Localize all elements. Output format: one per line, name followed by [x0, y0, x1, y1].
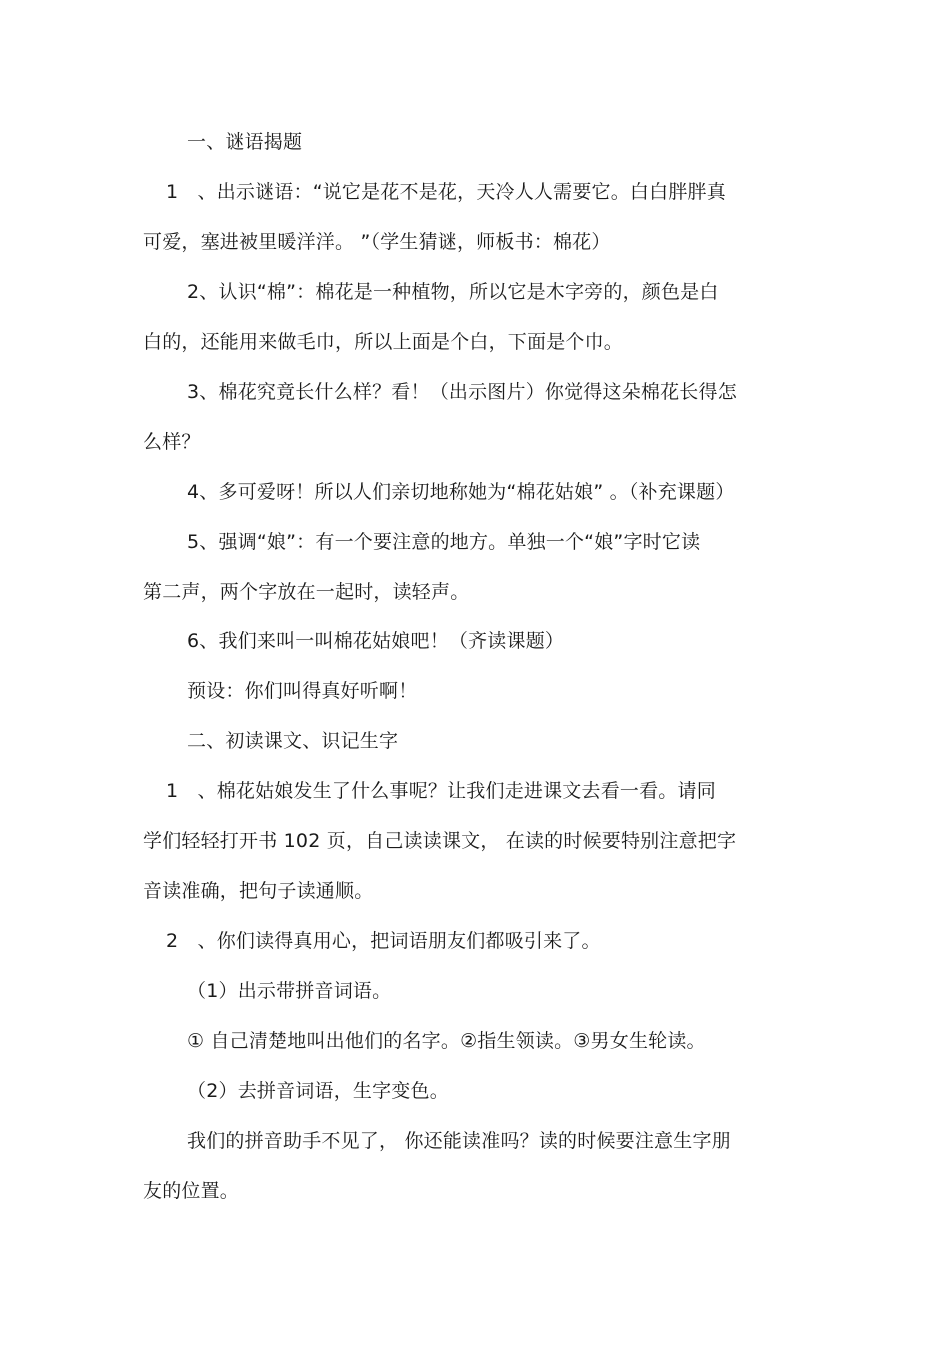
paragraph-line: 白的，还能用来做毛巾，所以上面是个白，下面是个巾。 [143, 331, 624, 353]
paragraph-line: 么样？ [143, 431, 201, 453]
paragraph-line: 1 、棉花姑娘发生了什么事呢？让我们走进课文去看一看。请同 [166, 780, 716, 802]
paragraph-line: 4、多可爱呀！所以人们亲切地称她为“棉花姑娘” 。（补充课题） [187, 481, 735, 503]
paragraph-line: 2 、你们读得真用心，把词语朋友们都吸引来了。 [166, 930, 601, 952]
paragraph-line: 2、认识“棉”：棉花是一种植物，所以它是木字旁的，颜色是白 [187, 281, 719, 303]
paragraph-line: 可爱，塞进被里暖洋洋。 ”（学生猜谜，师板书：棉花） [143, 231, 611, 253]
paragraph-line: （2）去拼音词语，生字变色。 [187, 1080, 449, 1102]
paragraph-line: 第二声，两个字放在一起时，读轻声。 [143, 581, 470, 603]
section-heading-reading: 二、初读课文、识记生字 [187, 730, 399, 752]
paragraph-line: 1 、出示谜语：“说它是花不是花，天冷人人需要它。白白胖胖真 [166, 181, 726, 203]
paragraph-line: 6、我们来叫一叫棉花姑娘吧！（齐读课题） [187, 630, 565, 652]
paragraph-line: ① 自己清楚地叫出他们的名字。②指生领读。③男女生轮读。 [187, 1030, 706, 1052]
paragraph-line: 音读准确，把句子读通顺。 [143, 880, 374, 902]
paragraph-line: 5、强调“娘”：有一个要注意的地方。单独一个“娘”字时它读 [187, 531, 701, 553]
paragraph-line: （1）出示带拼音词语。 [187, 980, 392, 1002]
paragraph-line: 学们轻轻打开书 102 页，自己读读课文， 在读的时候要特别注意把字 [143, 830, 737, 852]
paragraph-line: 预设：你们叫得真好听啊！ [187, 680, 418, 702]
paragraph-line: 我们的拼音助手不见了， 你还能读准吗？读的时候要注意生字朋 [187, 1130, 731, 1152]
paragraph-line: 友的位置。 [143, 1180, 240, 1202]
paragraph-line: 3、棉花究竟长什么样？看！（出示图片）你觉得这朵棉花长得怎 [187, 381, 737, 403]
section-heading-riddle: 一、谜语揭题 [187, 131, 303, 153]
